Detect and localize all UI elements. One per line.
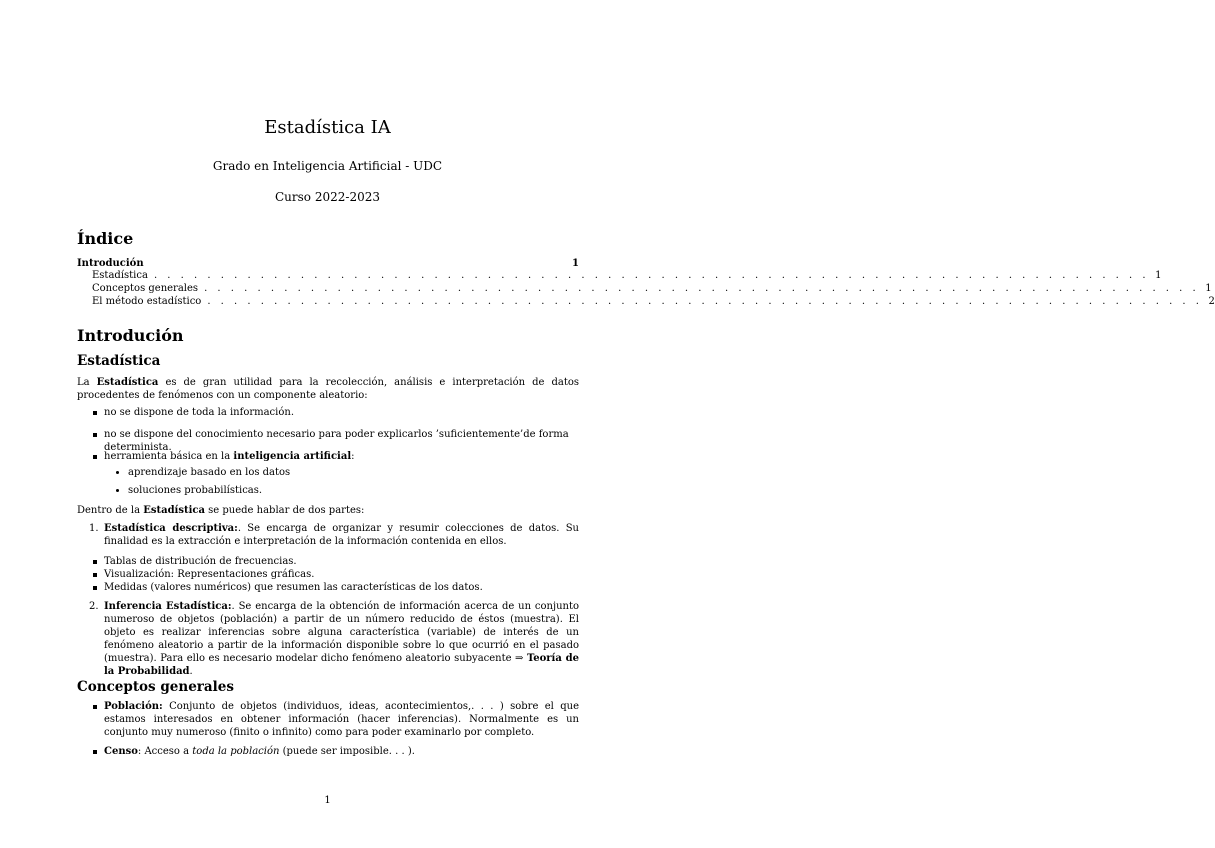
bullet-bold: inteligencia artificial [233,451,352,462]
intro-bold: Estadística [96,377,159,388]
bullet-marker [93,586,97,590]
toc-entry-metodo-estadistico[interactable] [92,296,1215,307]
bullet-marker [93,433,97,437]
enum-text: . Se encarga de la obtención de información acerca de un conjunto numeroso de objetos (población) a partir de un número reducido de éstos (muestra). El objeto es realizar inferencias sobre alguna característica (variable) de interés de un fenómeno aleatorio a partir de la información disponible sobre lo que ocurrió en el pasado (muestra). Para ello es necesario modelar dicho fenómeno aleatorio subyacente ⇒ [104,601,579,664]
toc-entry-label: Conceptos generales [92,283,199,294]
toc-entry-estadistica[interactable] [92,270,1162,281]
enum-number: 1. [89,523,99,534]
section-heading: Introdución [77,326,184,345]
subsection-heading-estadistica: Estadística [77,353,161,369]
toc-entry-page: 1 [572,258,579,269]
subsection-heading-conceptos: Conceptos generales [77,679,234,695]
sub-bullet-marker [116,489,119,492]
bullet-marker [93,573,97,577]
toc-leader-dots: . . . . . . . . . . . . . . . . . . . . . . . . . . . . . . . . . . . . . . . . . . . . . . . . . . . . . . . . . . . . . . . . . . . . . . . . . . . [207,296,1203,307]
desc-list-item: Visualización: Representaciones gráficas. [104,569,315,580]
document-title: Estadística IA [264,117,391,138]
toc-entry-label: Estadística [92,270,148,281]
bullet-item-ia [104,450,584,463]
concept-bold: Censo [104,746,138,757]
sub-bullet-item: aprendizaje basado en los datos [128,467,291,478]
toc-entry-page: 2 [1208,296,1215,307]
toc-entry-page: 1 [1155,270,1162,281]
enum-item-inferencia [104,600,579,678]
bullet-marker [93,455,97,459]
bullet-text-end: : [351,451,355,462]
bullet-marker [93,705,97,709]
toc-entry-label: El método estadístico [92,296,202,307]
toc-entry-page: 1 [1205,283,1212,294]
toc-heading: Índice [77,229,134,248]
toc-entry-conceptos-generales[interactable] [92,283,1212,294]
toc-entry-label: Introdución [77,258,144,269]
bullet-item: no se dispone del conocimiento necesario para poder explicarlos ’suficientemente’de forma determinista. [104,429,569,453]
concept-censo [104,745,579,758]
intro-text: La [77,377,97,388]
bullet-marker [93,750,97,754]
toc-leader-dots: . . . . . . . . . . . . . . . . . . . . . . . . . . . . . . . . . . . . . . . . . . . . . . . . . . . . . . . . . . . . . . . . . . . . . . . . . . . [153,270,1150,281]
toc-leader-dots: . . . . . . . . . . . . . . . . . . . . . . . . . . . . . . . . . . . . . . . . . . . . . . . . . . . . . . . . . . . . . . . . . . . . . . . . . . . [204,283,1200,294]
intro-text-rest: es de gran utilidad para la recolección, análisis e interpretación de datos procedentes de fenómenos con un componente aleatorio: [77,377,579,401]
bullet-marker [93,560,97,564]
concept-text: : Acceso a [137,746,193,757]
parts-paragraph [77,504,364,517]
page-number: 1 [324,795,331,806]
bullet-text: herramienta básica en la [104,451,234,462]
sub-bullet-item: soluciones probabilísticas. [128,485,263,496]
toc-entry-introducion[interactable] [77,258,579,269]
concept-poblacion [104,700,579,739]
document-subtitle: Grado en Inteligencia Artificial - UDC [212,159,443,173]
concept-text: Conjunto de objetos (individuos, ideas, acontecimientos,. . . ) sobre el que estamos interesados en obtener información (hacer inferencias). Normalmente es un conjunto muy numeroso (finito o infinito) como para poder examinarlo por completo. [104,701,579,738]
parts-text-rest: se puede hablar de dos partes: [204,505,365,516]
enum-text-end: . [189,666,193,677]
enum-text: . Se encarga de organizar y resumir colecciones de datos. Su finalidad es la extracción e interpretación de la información contenida en ellos. [104,523,579,547]
bullet-marker [93,411,97,415]
concept-bold: Población: [104,701,163,712]
concept-text-end: (puede ser imposible. . . ). [279,746,415,757]
enum-bold: Estadística descriptiva: [104,523,238,534]
desc-list-item: Tablas de distribución de frecuencias. [104,556,297,567]
intro-paragraph [77,376,579,402]
document-course: Curso 2022-2023 [275,190,380,204]
enum-number: 2. [89,601,99,612]
desc-list-item: Medidas (valores numéricos) que resumen las características de los datos. [104,582,483,593]
parts-bold: Estadística [143,505,205,516]
concept-italic: toda la población [192,746,280,757]
sub-bullet-marker [116,471,119,474]
enum-bold: Inferencia Estadística: [104,601,232,612]
bullet-item: no se dispone de toda la información. [104,407,294,418]
enum-bold-end: Teoría de la Probabilidad [104,653,579,677]
parts-text: Dentro de la [77,505,144,516]
enum-item-descriptiva [104,522,579,548]
